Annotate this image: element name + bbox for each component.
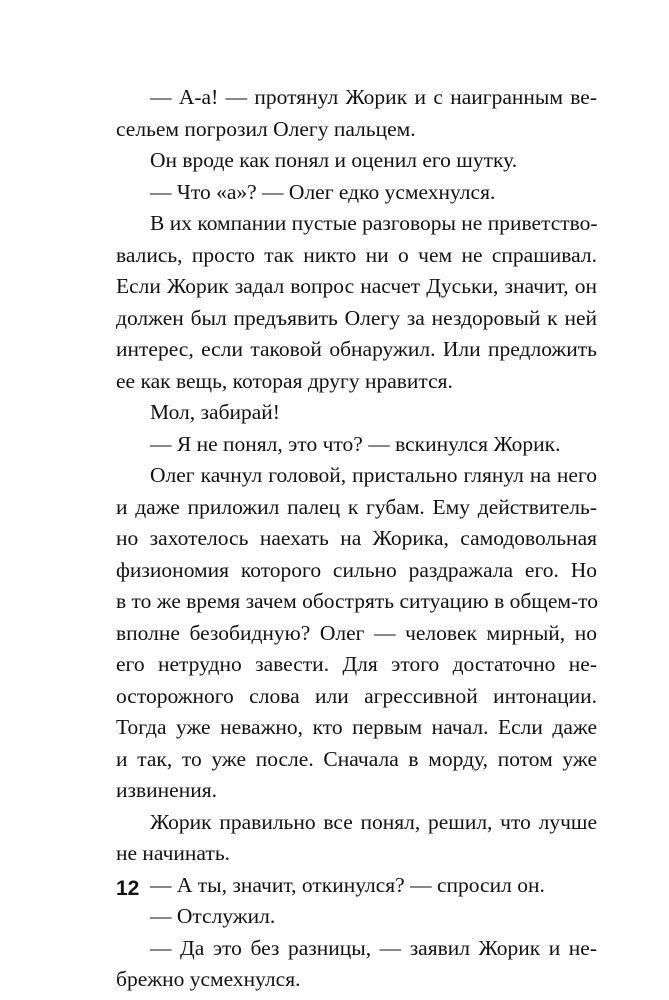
text-line: — А ты, значит, откинулся? — спросил он. xyxy=(150,872,545,897)
text-line: Тогда уже неважно, кто первым начал. Если даже xyxy=(116,715,597,739)
text-line: — Отслужил. xyxy=(150,904,276,928)
text-line: — Да это без разницы, — заявил Жорик и не- xyxy=(150,935,597,960)
text-line: и даже приложил палец к губам. Ему действитель- xyxy=(116,494,597,519)
text-line: в то же время зачем обострять ситуацию в общем-то xyxy=(116,589,599,613)
page-number: 12 xyxy=(116,877,140,900)
text-line: физиономия которого сильно раздражала его. Но xyxy=(116,557,597,582)
text-line: — Я не понял, это что? — вскинулся Жорик. xyxy=(150,431,561,456)
text-line: Олег качнул головой, пристально глянул на него xyxy=(150,463,597,487)
text-line: но захотелось наехать на Жорика, самодовольная xyxy=(116,526,597,550)
text-line: сельем погрозил Олегу пальцем. xyxy=(116,116,416,141)
text-line: Если Жорик задал вопрос насчет Дуськи, значит, он xyxy=(116,274,597,298)
body-text xyxy=(116,82,597,996)
text-line: его нетрудно завести. Для этого достаточно не- xyxy=(116,652,597,676)
text-line: Мол, забирай! xyxy=(150,400,280,424)
text-line: извинения. xyxy=(116,778,217,802)
text-line: и так, то уже после. Сначала в морду, потом уже xyxy=(116,746,597,771)
text-line: должен был предъявить Олегу за нездоровый к ней xyxy=(116,305,597,330)
text-line: В их компании пустые разговоры не приветство- xyxy=(150,211,598,235)
text-line: брежно усмехнулся. xyxy=(116,967,301,991)
text-line: осторожного слова или агрессивной интонации. xyxy=(116,683,597,708)
text-line: вполне безобидную? Олег — человек мирный, но xyxy=(116,620,597,645)
text-line: вались, просто так никто ни о чем не спрашивал. xyxy=(116,242,597,267)
text-line: не начинать. xyxy=(116,841,230,865)
text-line: ее как вещь, которая другу нравится. xyxy=(116,368,453,393)
text-line: Он вроде как понял и оценил его шутку. xyxy=(150,148,518,172)
text-line: интерес, если таковой обнаружил. Или предложить xyxy=(116,337,597,361)
text-line: — Что «а»? — Олег едко усмехнулся. xyxy=(150,179,496,204)
text-line: — А-а! — протянул Жорик и с наигранным ве- xyxy=(150,85,597,109)
text-line: Жорик правильно все понял, решил, что лучше xyxy=(150,809,597,834)
